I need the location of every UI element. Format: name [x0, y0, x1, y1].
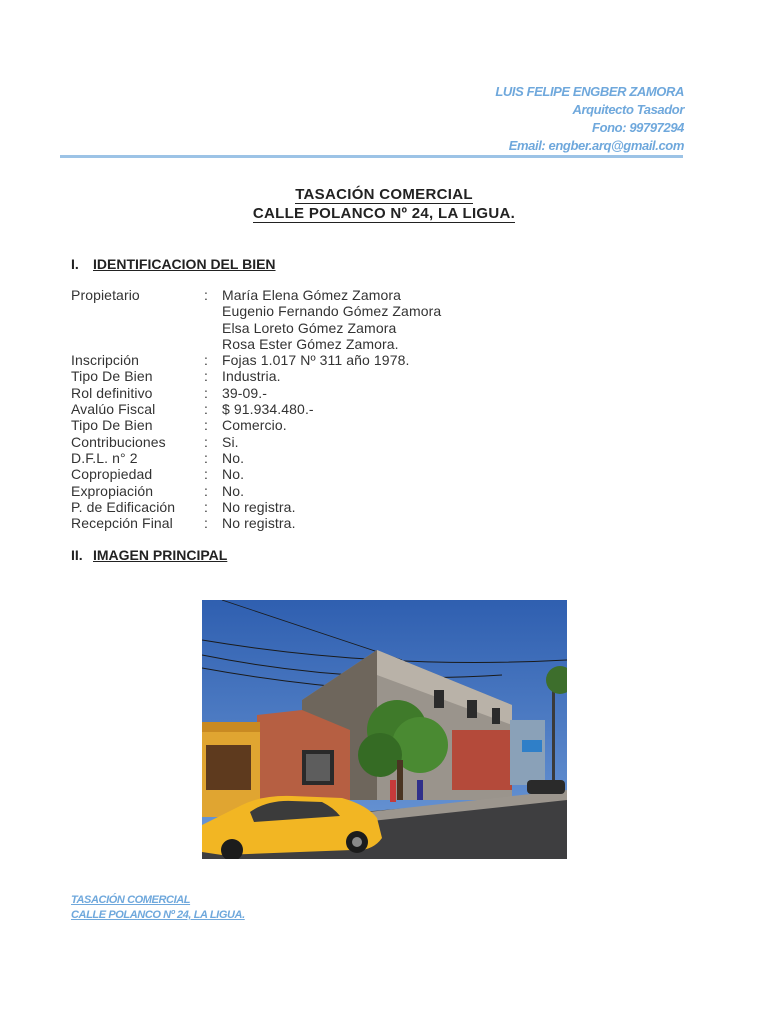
appraiser-phone: Fono: 99797294 — [592, 120, 684, 135]
field-value: Rosa Ester Gómez Zamora. — [222, 335, 399, 352]
field-row — [71, 401, 441, 417]
field-value-group — [222, 483, 441, 499]
field-colon: : — [204, 433, 208, 450]
field-label: Tipo De Bien — [71, 417, 153, 434]
field-value-group — [222, 352, 441, 368]
field-row — [71, 385, 441, 401]
field-value-group — [222, 466, 441, 482]
field-colon: : — [204, 498, 208, 515]
field-value-group — [222, 385, 441, 401]
section-number: I. — [71, 256, 79, 272]
field-value: María Elena Gómez Zamora — [222, 287, 402, 303]
field-label: Copropiedad — [71, 466, 153, 483]
field-value-group — [222, 499, 441, 515]
field-value-group — [222, 417, 441, 433]
field-colon: : — [204, 515, 208, 532]
letterhead — [495, 83, 684, 155]
field-colon: : — [204, 384, 208, 401]
field-row — [71, 287, 441, 352]
field-label: Contribuciones — [71, 433, 166, 450]
field-row — [71, 417, 441, 433]
section-number: II. — [71, 547, 83, 563]
field-colon: : — [204, 401, 208, 418]
field-label: Propietario — [71, 287, 140, 303]
field-label: Avalúo Fiscal — [71, 401, 156, 418]
field-row — [71, 368, 441, 384]
field-value-group — [222, 287, 441, 352]
field-label: Recepción Final — [71, 515, 173, 532]
field-value: No. — [222, 482, 245, 499]
field-row — [71, 499, 441, 515]
field-value: 39-09.- — [222, 384, 268, 401]
field-value: Eugenio Fernando Gómez Zamora — [222, 303, 442, 320]
field-label: Inscripción — [71, 352, 140, 369]
field-value-group — [222, 450, 441, 466]
field-label: Expropiación — [71, 482, 154, 499]
field-label: Tipo De Bien — [71, 368, 153, 385]
section-title: IDENTIFICACION DEL BIEN — [93, 256, 276, 272]
title-line-2: CALLE POLANCO Nº 24, LA LIGUA. — [252, 205, 516, 222]
field-value-group — [222, 368, 441, 384]
field-row — [71, 450, 441, 466]
field-value: Elsa Loreto Gómez Zamora — [222, 319, 397, 336]
appraiser-role: Arquitecto Tasador — [572, 102, 684, 117]
field-value: Fojas 1.017 Nº 311 año 1978. — [222, 352, 410, 369]
field-colon: : — [204, 417, 208, 434]
field-colon: : — [204, 449, 208, 466]
field-value: No. — [222, 449, 245, 466]
field-value: Comercio. — [222, 417, 287, 434]
field-colon: : — [204, 352, 208, 369]
field-row — [71, 466, 441, 482]
footer-line-2: CALLE POLANCO Nº 24, LA LIGUA. — [71, 909, 245, 921]
field-row — [71, 483, 441, 499]
header-divider — [60, 155, 683, 158]
field-value-group — [222, 515, 441, 531]
section-heading-identification — [71, 256, 276, 272]
field-label: P. de Edificación — [71, 498, 176, 515]
field-colon: : — [204, 368, 208, 385]
field-value: Si. — [222, 433, 239, 450]
field-value-group — [222, 434, 441, 450]
appraiser-email: Email: engber.arq@gmail.com — [508, 138, 684, 153]
field-value: $ 91.934.480.- — [222, 401, 314, 418]
field-label: D.F.L. n° 2 — [71, 449, 138, 466]
field-colon: : — [204, 482, 208, 499]
main-property-photo — [202, 600, 567, 859]
appraiser-name: LUIS FELIPE ENGBER ZAMORA — [495, 84, 684, 99]
field-row — [71, 434, 441, 450]
field-row — [71, 352, 441, 368]
footer — [71, 893, 245, 923]
field-colon: : — [204, 287, 208, 303]
field-value: No registra. — [222, 498, 296, 515]
section-title: IMAGEN PRINCIPAL — [93, 547, 228, 563]
field-label: Rol definitivo — [71, 384, 153, 401]
field-value: No registra. — [222, 515, 296, 532]
field-row — [71, 515, 441, 531]
section-heading-image — [71, 547, 227, 563]
field-value: No. — [222, 466, 245, 483]
property-fields — [71, 287, 441, 531]
field-value: Industria. — [222, 368, 281, 385]
footer-line-1: TASACIÓN COMERCIAL — [71, 894, 191, 906]
field-value-group — [222, 401, 441, 417]
document-title — [0, 185, 768, 223]
field-colon: : — [204, 466, 208, 483]
title-line-1: TASACIÓN COMERCIAL — [295, 186, 473, 203]
